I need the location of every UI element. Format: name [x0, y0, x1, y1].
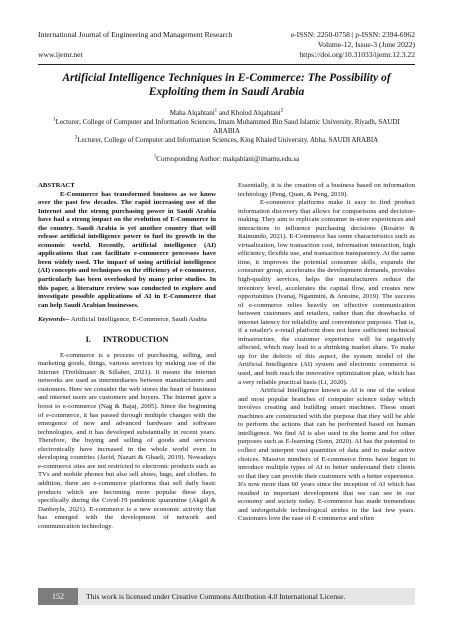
right-column — [238, 182, 415, 524]
affiliation-2-sup: 2 — [74, 135, 78, 141]
author-1-sup: 1 — [214, 108, 218, 114]
corresponding-sup: 1 — [153, 154, 157, 160]
left-column — [38, 182, 216, 531]
affiliation-2 — [40, 136, 413, 145]
right-paragraph-0: Essentially, it is the creation of a business based on information technology (Peng, Quan, & Peng, 2019). — [238, 182, 415, 198]
page-number: 152 — [38, 588, 78, 605]
volume-issue: Volume-12, Issue-3 (June 2022) — [317, 40, 415, 49]
abstract-label: ABSTRACT — [38, 182, 75, 189]
affiliation-1-sup: 1 — [53, 117, 56, 123]
header-rule — [38, 64, 415, 65]
affiliation-1 — [40, 118, 413, 135]
author-1: Maha Alqahtani — [169, 109, 215, 117]
keywords — [38, 316, 216, 325]
author-2-sup: 2 — [280, 108, 284, 114]
affiliation-2-text: Lecturer, College of Computer and Information Sciences, King Khaled University, Abha, SAUDI ARABIA — [77, 136, 379, 144]
corresponding-author — [40, 155, 413, 164]
section-title: INTRODUCTION — [102, 334, 169, 344]
page-footer — [38, 588, 415, 605]
author-names — [40, 109, 413, 118]
keywords-label: Keywords-- — [38, 316, 70, 324]
affiliation-1-text: Lecturer, College of Computer and Information Sciences, Imam Muhammed Bin Saud Islamic University, Riyadh, SAUDI ARABIA — [55, 118, 400, 135]
keywords-text: Artificial Intelligence, E-Commerce, Saudi Arabia — [69, 316, 207, 324]
license-notice: This work is licensed under Creative Commons Attribution 4.0 International License. — [86, 592, 346, 601]
paper-title: Artificial Intelligence Techniques in E-Commerce: The Possibility of Exploiting them in Saudi Arabia — [62, 71, 391, 98]
right-paragraph-2: Artificial Intelligence known as AI is one of the widest and most popular branches of computer science today which involves creating and building smart machines. These smart machines are constructed with the purpose that they will be able to perform the actions that can be performed based on human intelligence. We find AI is also used in the home and for other purposes such as E-learning (Sonn, 2020). AI has the potential to collect and interpret vast quantities of data and to make active choices. Massive numbers of E-commerce firms have begun to introduce multiple types of AI to better understand their clients so that they can provide their customers with a better experience. It's now more than 60 years since the inception of AI which has resulted in important development that we can see in our economy and society today. E-commerce has made tremendous and unforgettable technological strides in the last few years. Customers love the ease of E-commerce and often — [238, 387, 415, 523]
journal-name: International Journal of Engineering and Management Research — [38, 30, 233, 39]
section-number: I. — [85, 334, 91, 344]
abstract-text: E-Commerce has transformed business as we know over the past few decades. The rapid increasing use of the Internet and the strong purchasing power in Saudi Arabia have had a strong impact on the evolution of E-Commerce in the country. Saudi Arabia is yet another country that will release artificial intelligence power to fuel its growth in the economic world. Recently, artificial intelligence (AI) applications that can facilitate e-commerce processes have been widely used. The impact of using artificial intelligence (AI) concepts and techniques on the efficiency of e-commerce, particularly has been overlooked by many prior studies. In this paper, a literature review was conducted to explore and investigate possible applications of AI in E-Commerce that can help Saudi Arabian businesses. — [38, 190, 216, 309]
author-2: and Kholod Alqahtani — [217, 109, 281, 117]
corresponding-email[interactable]: Corresponding Author: malqahtani@imamu.edu.sa — [156, 155, 300, 163]
journal-website-link[interactable]: www.ijemr.net — [38, 50, 83, 59]
issn: e-ISSN: 2250-0758 | p-ISSN: 2394-6962 — [290, 30, 415, 39]
right-paragraph-1: E-commerce platforms make it easy to find product information discovery that allows for comparisons and decision-making. They aim to replicate consumer in-store experiences and interactions to influence purchasing decisions (Rosário & Raimundo, 2021). E-Commerce has some characteristics such as virtualization, low transaction cost, information interaction, high efficiency, flexible use, and transaction transparency. At the same time, it improves the potential consumer skills, expands the consumer group, accelerates the development demands, provides high-quality services, helps the manufacturers reduce the inventory level, accelerates the capital flow, and creates new opportunities (Ivanaj, Nganmini, & Antoine, 2019). The success of e-commerce relies heavily on effective communication between customers and retailers, rather than the drawbacks of internet latency for reliability and convenience purposes. That is, if a retailer's e-retail platform does not have sufficient technical infrastructure, the customer experience will be negatively affected, which may lead to a shrinking market share. To make up for the defects of this aspect, the system model of the Artificial Intelligence (AI) system and electronic commerce is used, and both reach the innovative optimization plan, which has a very reliable practical basis (Li, 2020). — [238, 199, 415, 386]
doi-link[interactable]: https://doi.org/10.31033/ijemr.12.3.22 — [299, 50, 415, 59]
section-heading-introduction — [38, 335, 216, 345]
introduction-paragraph-1: E-commerce is a process of purchasing, selling, and marketing goods, things, various services by making use of the Internet (Treiblmaier & Sillaber, 2021). It means the internet networks are used as intermediaries between manufacturers and customers. Here we consider the web stores the heart of business and internet users are customers and buyers. The Internet gave a boost to e-commerce (Nag & Bajaj, 2005). Since the beginning of e-commerce, it has passed through multiple changes with the emergence of new and advanced hardware and software technologies, and it has developed substantially in recent years. Therefore, the buying and selling of goods and services electronically have increased in the whole world even in developing countries (Javid, Nazari & Ghaeli, 2019). Nowadays e-commerce sites are not restricted to electronic products such as TVs and mobile phones but also sell shoes, bags, and clothes. In addition, there are e-commerce platforms that sell daily basic products which are becoming more popular these days, specifically during the Covid-19 pandemic quarantine (Akgül & Danboylu, 2021). E-commerce is a new economic activity that has emerged with the development of network and communication technology. — [38, 351, 216, 530]
